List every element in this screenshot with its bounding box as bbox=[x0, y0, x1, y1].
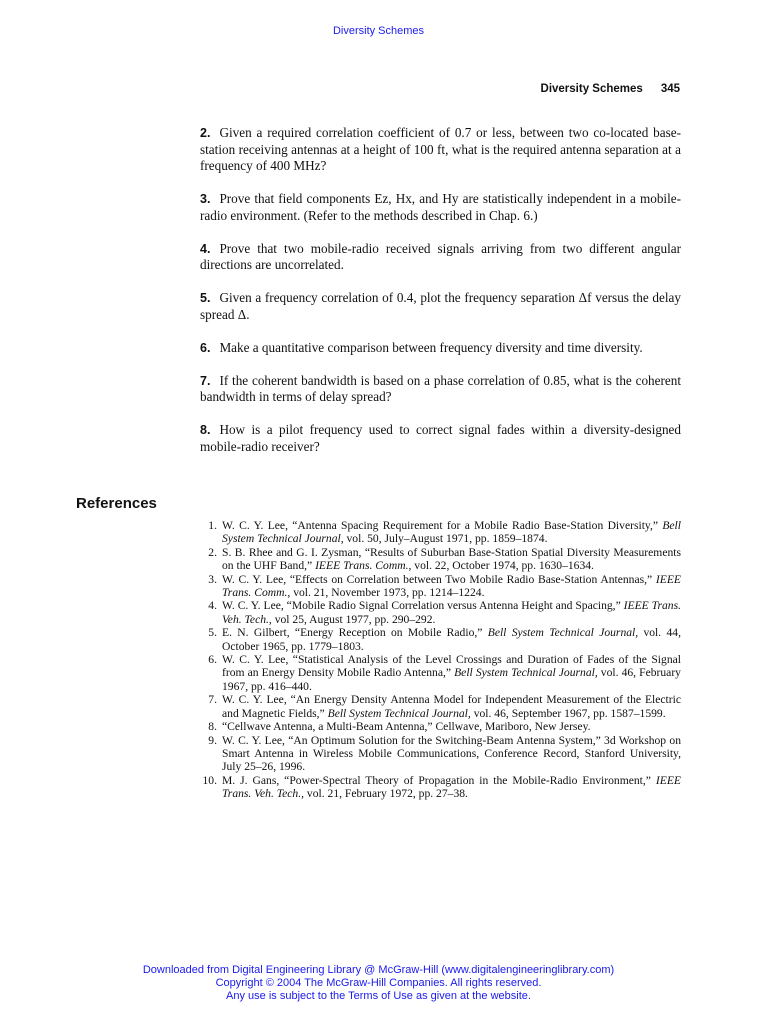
reference-item bbox=[200, 546, 681, 573]
reference-text: M. J. Gans, “Power-Spectral Theory of Propagation in the Mobile-Radio Environment,” bbox=[222, 773, 656, 787]
reference-text: W. C. Y. Lee, “An Optimum Solution for the Switching-Beam Antenna System,” 3d Workshop on Smart Antenna in Wireless Mobile Communications, Conference Record, Stanford University, July 25–26, 1996. bbox=[222, 733, 681, 774]
problem-item bbox=[200, 241, 681, 274]
reference-number: 2. bbox=[208, 545, 217, 559]
reference-list bbox=[200, 519, 681, 801]
page-footer bbox=[0, 964, 757, 1003]
problem-number: 7. bbox=[200, 373, 211, 388]
reference-number: 9. bbox=[208, 733, 217, 747]
problem-number: 3. bbox=[200, 192, 211, 206]
reference-journal: Bell System Technical Journal, bbox=[454, 666, 598, 680]
reference-text: E. N. Gilbert, “Energy Reception on Mobile Radio,” bbox=[222, 626, 488, 640]
references-heading: References bbox=[76, 495, 157, 512]
reference-details: vol. 50, July–August 1971, pp. 1859–1874. bbox=[343, 532, 548, 546]
footer-download-link[interactable]: Downloaded from Digital Engineering Library @ McGraw-Hill (www.digitalengineeringlibrary.com) bbox=[142, 964, 615, 976]
problem-number: 4. bbox=[200, 241, 211, 256]
reference-details: vol. 46, September 1967, pp. 1587–1599. bbox=[470, 706, 666, 720]
page-number: 345 bbox=[660, 83, 680, 95]
reference-item bbox=[200, 626, 681, 653]
reference-details: vol. 21, November 1973, pp. 1214–1224. bbox=[290, 586, 485, 600]
reference-number: 4. bbox=[208, 599, 217, 613]
problem-text: Given a frequency correlation of 0.4, plot the frequency separation Δf versus the delay spread Δ. bbox=[200, 290, 681, 322]
reference-item bbox=[200, 693, 681, 720]
reference-item bbox=[200, 599, 681, 626]
reference-number: 6. bbox=[208, 653, 217, 667]
reference-details: vol. 22, October 1974, pp. 1630–1634. bbox=[411, 559, 594, 573]
reference-text: W. C. Y. Lee, “Effects on Correlation between Two Mobile Radio Base-Station Antennas,” bbox=[222, 572, 656, 586]
reference-number: 7. bbox=[208, 693, 217, 707]
reference-number: 10. bbox=[202, 773, 217, 787]
reference-text: “Cellwave Antenna, a Multi-Beam Antenna,” Cellwave, Mariboro, New Jersey. bbox=[222, 720, 591, 734]
reference-text: W. C. Y. Lee, “Mobile Radio Signal Correlation versus Antenna Height and Spacing,” bbox=[222, 599, 624, 613]
problem-text: Make a quantitative comparison between frequency diversity and time diversity. bbox=[219, 339, 643, 355]
problem-number: 8. bbox=[200, 423, 211, 437]
reference-number: 5. bbox=[208, 626, 217, 640]
reference-details: vol. 46, February 1967, pp. 416–440. bbox=[222, 666, 681, 693]
footer-copyright[interactable]: Copyright © 2004 The McGraw-Hill Companies. All rights reserved. bbox=[215, 977, 542, 989]
problem-item bbox=[200, 191, 681, 224]
problem-number: 5. bbox=[200, 291, 211, 305]
running-title: Diversity Schemes bbox=[540, 83, 643, 95]
chapter-link[interactable]: Diversity Schemes bbox=[332, 25, 425, 37]
problem-text: Prove that two mobile-radio received signals arriving from two different angular directions are uncorrelated. bbox=[200, 240, 681, 272]
reference-journal: Bell System Technical Journal, bbox=[327, 706, 471, 720]
reference-item bbox=[200, 573, 681, 600]
problem-item bbox=[200, 125, 681, 175]
reference-journal: Bell System Technical Journal, bbox=[222, 519, 681, 546]
problem-text: Prove that field components Ez, Hx, and Hy are statistically independent in a mobile-radio environment. (Refer to the methods described in Chap. 6.) bbox=[200, 191, 681, 223]
reference-item bbox=[200, 774, 681, 801]
footer-terms-link[interactable]: Any use is subject to the Terms of Use as given at the website. bbox=[226, 990, 531, 1002]
problem-item bbox=[200, 373, 681, 406]
reference-journal: IEEE Trans. Comm., bbox=[315, 559, 412, 573]
reference-details: vol 25, August 1977, pp. 290–292. bbox=[271, 612, 436, 626]
reference-journal: IEEE Trans. Comm., bbox=[222, 572, 681, 600]
reference-text: S. B. Rhee and G. I. Zysman, “Results of Suburban Base-Station Spatial Diversity Measurements on the UHF Band,” bbox=[222, 545, 681, 573]
problem-number: 6. bbox=[200, 340, 211, 355]
running-header bbox=[541, 83, 680, 95]
problem-item bbox=[200, 290, 681, 323]
problem-text: How is a pilot frequency used to correct signal fades within a diversity-designed mobile-radio receiver? bbox=[200, 422, 681, 454]
problem-text: If the coherent bandwidth is based on a phase correlation of 0.85, what is the coherent bandwidth in terms of delay spread? bbox=[200, 372, 681, 404]
problem-item bbox=[200, 340, 681, 357]
problem-list bbox=[200, 125, 681, 472]
reference-text: W. C. Y. Lee, “Antenna Spacing Requirement for a Mobile Radio Base-Station Diversity,” bbox=[222, 519, 663, 532]
reference-journal: IEEE Trans. Veh. Tech., bbox=[222, 773, 681, 801]
reference-item bbox=[200, 519, 681, 546]
problem-number: 2. bbox=[200, 126, 211, 140]
reference-journal: IEEE Trans. Veh. Tech., bbox=[222, 599, 681, 626]
problem-text: Given a required correlation coefficient of 0.7 or less, between two co-located base-station receiving antennas at a height of 100 ft, what is the required antenna separation at a frequency of 400 MHz? bbox=[200, 125, 681, 173]
reference-text: W. C. Y. Lee, “An Energy Density Antenna Model for Independent Measurement of the Electric and Magnetic Fields,” bbox=[222, 693, 681, 720]
reference-details: vol. 21, February 1972, pp. 27–38. bbox=[304, 787, 468, 801]
reference-number: 3. bbox=[208, 572, 217, 586]
reference-details: vol. 44, October 1965, pp. 1779–1803. bbox=[222, 626, 681, 653]
reference-item bbox=[200, 720, 681, 733]
reference-number: 1. bbox=[208, 519, 217, 532]
reference-item bbox=[200, 734, 681, 774]
reference-number: 8. bbox=[208, 720, 217, 734]
reference-item bbox=[200, 653, 681, 693]
problem-item bbox=[200, 422, 681, 455]
reference-text: W. C. Y. Lee, “Statistical Analysis of the Level Crossings and Duration of Fades of the Signal from an Energy Density Mobile Radio Antenna,” bbox=[222, 653, 681, 680]
reference-journal: Bell System Technical Journal, bbox=[487, 626, 639, 640]
